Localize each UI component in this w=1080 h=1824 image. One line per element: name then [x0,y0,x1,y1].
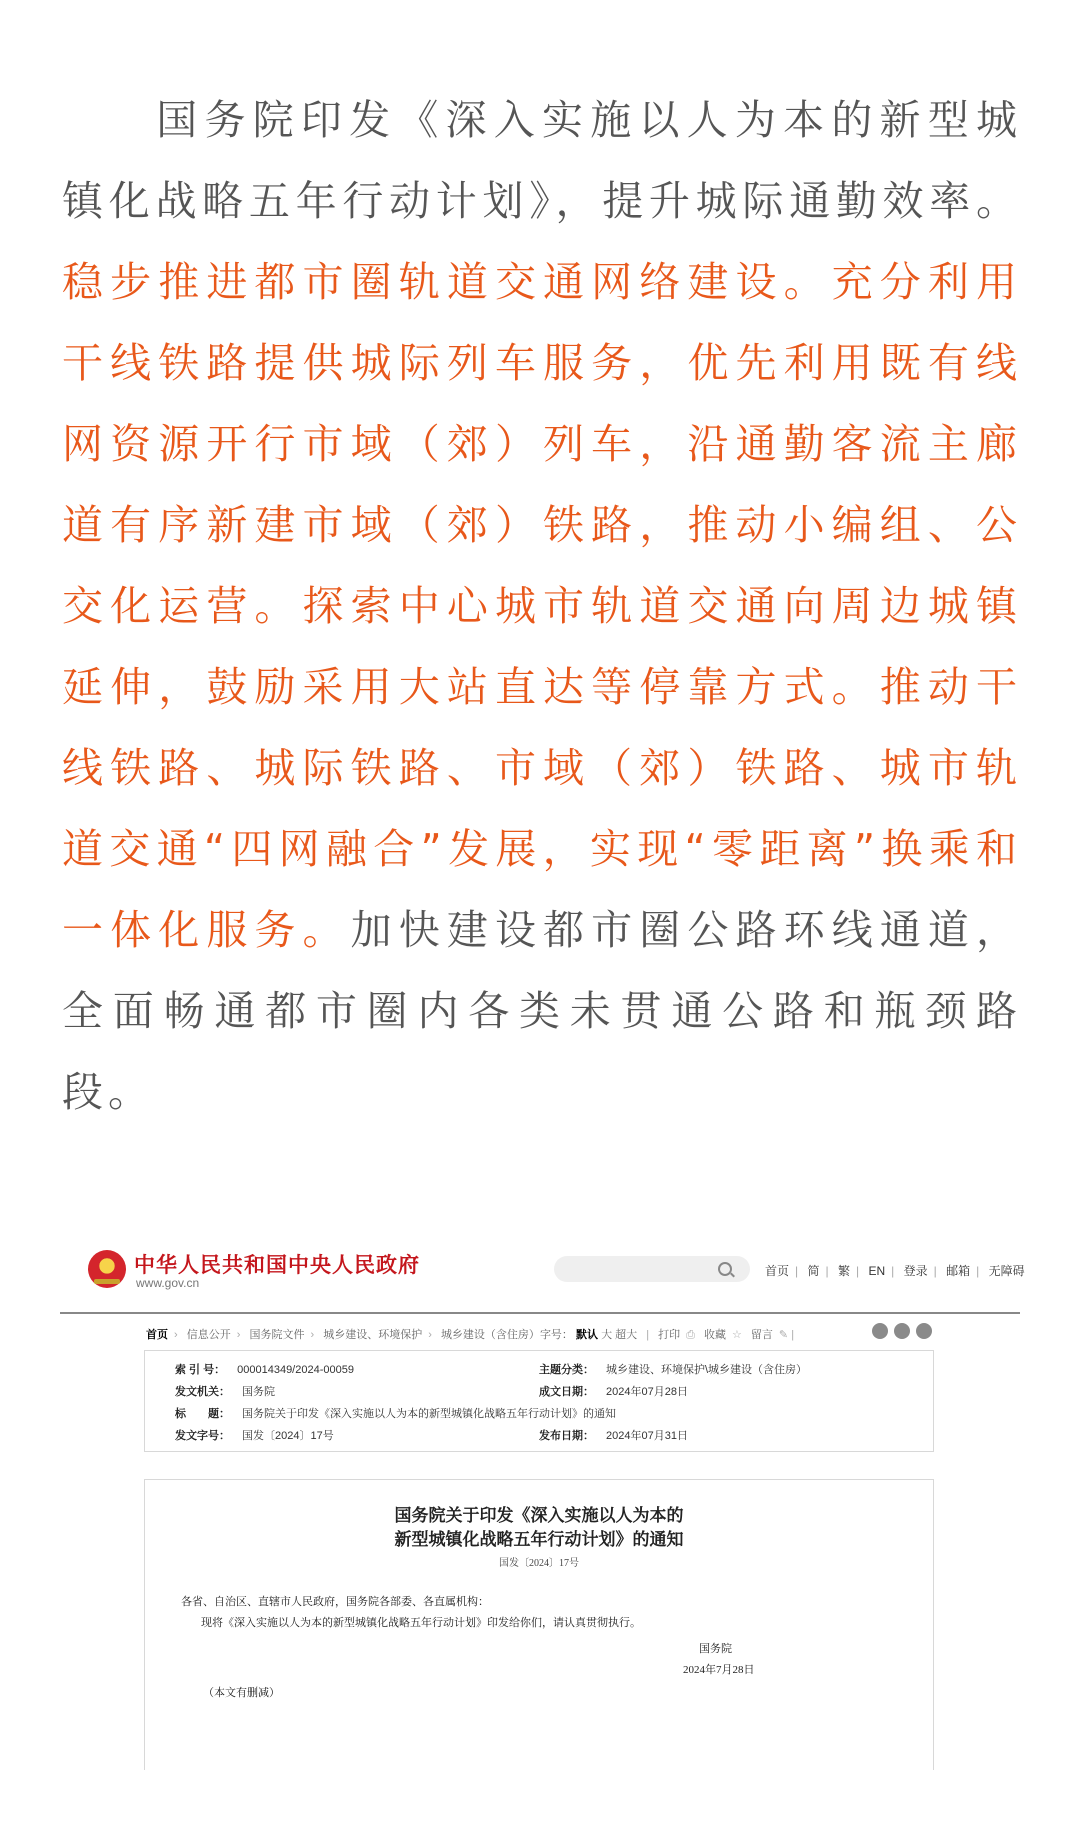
meta-docno: 发文字号： 国发〔2024〕17号 [175,1430,334,1442]
gov-page-screenshot [60,1232,1025,1742]
crumb-info[interactable]: 信息公开 [186,1329,231,1341]
national-emblem-icon [88,1250,126,1288]
meta-title: 标 题： 国务院关于印发《深入实施以人为本的新型城镇化战略五年行动计划》的通知 [175,1408,616,1420]
link-simplified[interactable]: 简 [807,1264,820,1278]
wechat-icon[interactable] [894,1323,910,1339]
document-date: 2024年7月28日 [683,1664,755,1676]
document-note: （本文有删减） [203,1687,280,1699]
comment-button[interactable]: 留言 [750,1329,773,1341]
article-tail-text: 加快建设都市圈公路环线通道，全面畅通都市圈内各类未贯通公路和瓶颈路段。 [62,906,1023,1116]
link-accessibility[interactable]: 无障碍 [988,1264,1025,1278]
share-icons [866,1323,932,1344]
document-meta [144,1350,934,1452]
meta-created: 成文日期： 2024年07月28日 [539,1386,688,1398]
crumb-docs[interactable]: 国务院文件 [249,1329,305,1341]
link-english[interactable]: EN [868,1264,886,1278]
crumb-home[interactable]: 首页 [146,1329,168,1341]
site-header [60,1232,1025,1308]
font-size-xlarge[interactable]: 超大 [615,1329,638,1341]
document-salutation: 各省、自治区、直辖市人民政府，国务院各部委、各直属机构： [181,1596,489,1608]
meta-issuer: 发文机关： 国务院 [175,1386,275,1398]
document-signer: 国务院 [699,1643,732,1655]
header-divider [60,1312,1020,1314]
crumb-subcategory[interactable]: 城乡建设（含住房） [440,1329,540,1341]
crumb-category[interactable]: 城乡建设、环境保护 [323,1329,423,1341]
meta-index: 索 引 号： 000014349/2024-00059 [175,1364,354,1376]
article-paragraph [62,80,1022,1133]
document-title: 国务院关于印发《深入实施以人为本的 新型城镇化战略五年行动计划》的通知 [394,1506,684,1549]
meta-topic: 主题分类： 城乡建设、环境保护\城乡建设（含住房） [539,1364,808,1376]
site-url: www.gov.cn [136,1276,200,1290]
search-icon[interactable] [718,1262,732,1276]
font-size-label: 字号： [539,1329,573,1341]
document-number: 国发〔2024〕17号 [499,1558,579,1569]
meta-published: 发布日期： 2024年07月31日 [539,1430,688,1442]
site-name[interactable]: 中华人民共和国中央人民政府 [134,1254,420,1277]
favorite-button[interactable]: 收藏 [703,1329,726,1341]
article-lead-text: 国务院印发《深入实施以人为本的新型城镇化战略五年行动计划》，提升城际通勤效率。 [62,96,1022,225]
link-mail[interactable]: 邮箱 [946,1264,971,1278]
document-text: 现将《深入实施以人为本的新型城镇化战略五年行动计划》印发给你们，请认真贯彻执行。 [201,1617,641,1629]
breadcrumb: 首页 › 信息公开 › 国务院文件 › 城乡建设、环境保护 › 城乡建设（含住房）字号： 默认 大 超大 | 打印 ⎙ 收藏 ☆ 留言 ✎ | [146,1329,795,1341]
print-button[interactable]: 打印 [658,1329,681,1341]
article-highlight-text: 稳步推进都市圈轨道交通网络建设。充分利用干线铁路提供城际列车服务，优先利用既有线网资源开行市域（郊）列车，沿通勤客流主廊道有序新建市域（郊）铁路，推动小编组、公交化运营。探索中心城市轨道交通向周边城镇延伸，鼓励采用大站直达等停靠方式。推动干线铁路、城际铁路、市域（郊）铁路、城市轨道交通“四网融合”发展，实现“零距离”换乘和一体化服务。 [62,258,1022,954]
document-body [144,1479,934,1770]
link-login[interactable]: 登录 [903,1264,928,1278]
link-home[interactable]: 首页 [765,1264,790,1278]
link-traditional[interactable]: 繁 [837,1264,850,1278]
font-size-default[interactable]: 默认 [576,1329,598,1341]
font-size-large[interactable]: 大 [601,1329,613,1341]
app-icon[interactable] [916,1323,932,1339]
top-links: 首页 | 简 | 繁 | EN | 登录 | 邮箱 | 无障碍 [765,1264,1025,1278]
weibo-icon[interactable] [872,1323,888,1339]
